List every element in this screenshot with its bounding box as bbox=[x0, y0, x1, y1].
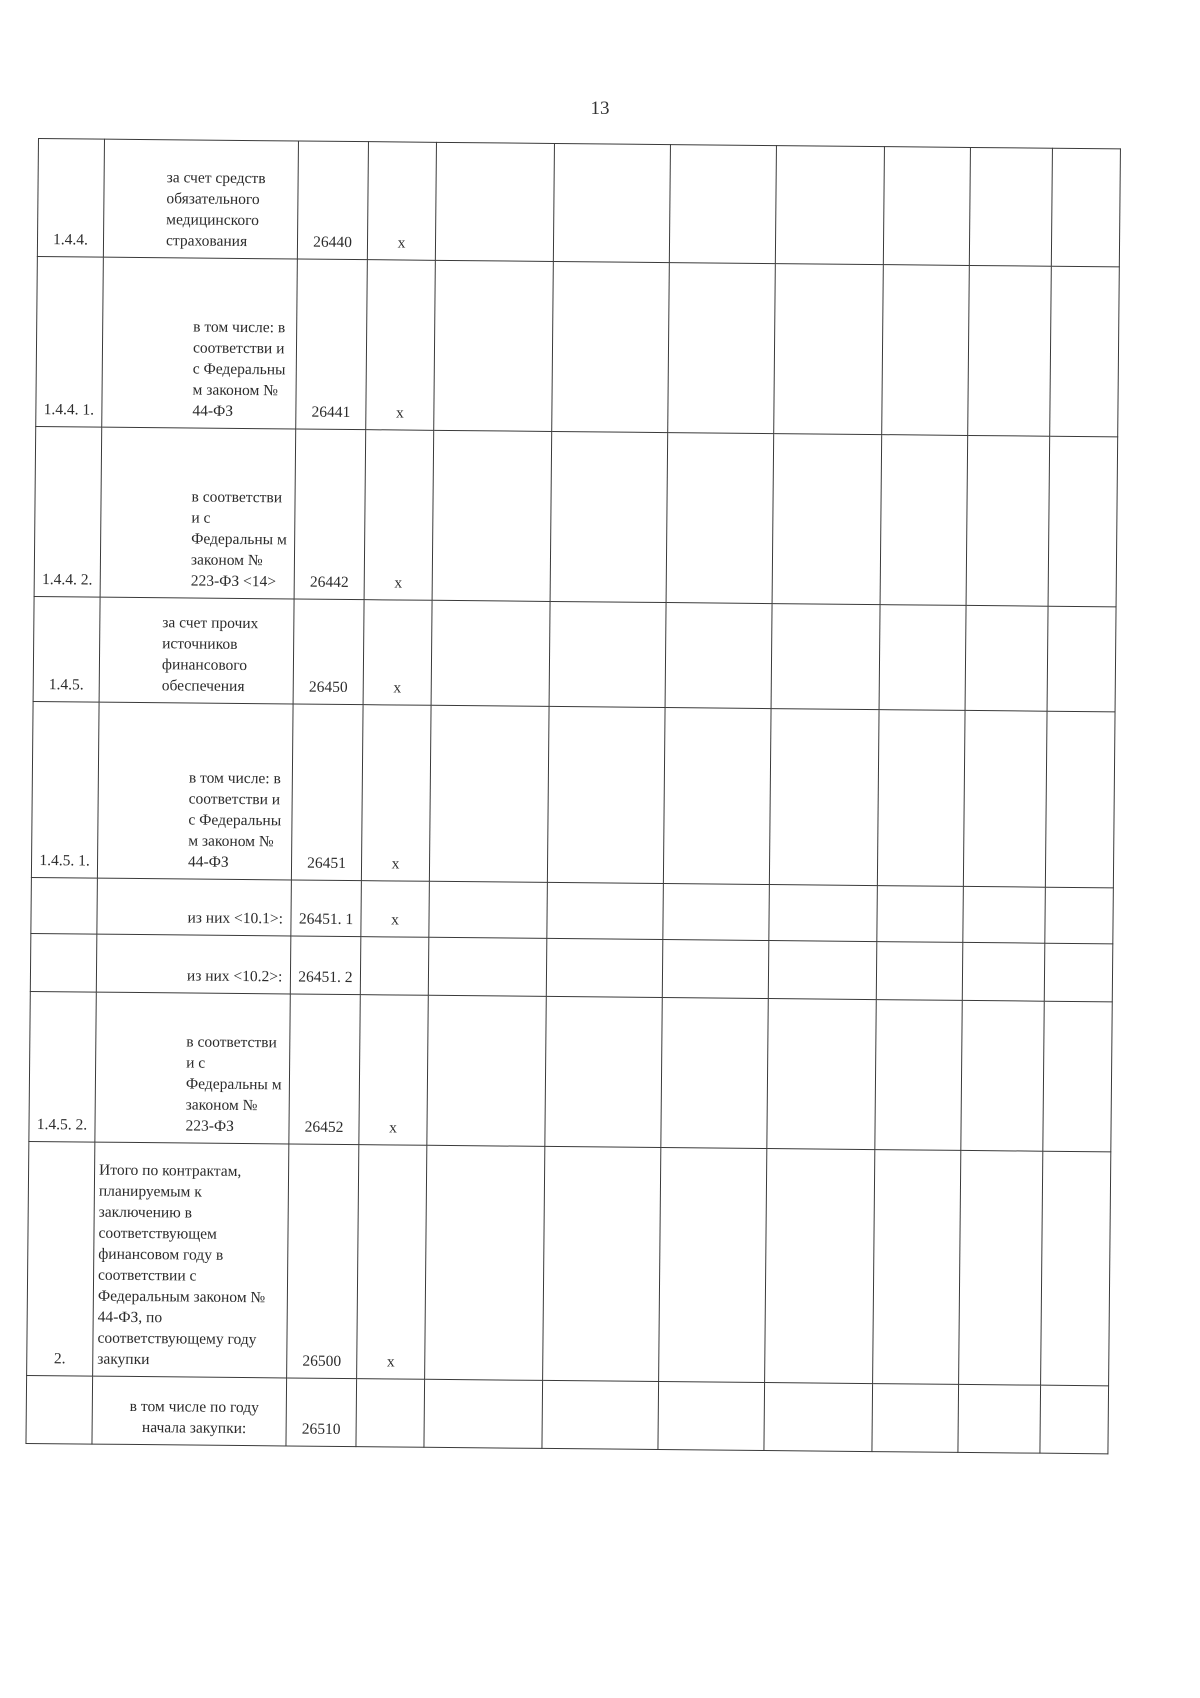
empty-value-cell bbox=[1040, 1385, 1109, 1454]
empty-value-cell bbox=[1048, 436, 1118, 607]
empty-value-cell bbox=[883, 147, 970, 266]
empty-value-cell bbox=[1051, 148, 1120, 267]
row-name-text: в том числе по году начала закупки: bbox=[129, 1397, 259, 1438]
empty-value-cell bbox=[775, 146, 884, 265]
empty-value-cell bbox=[1043, 1001, 1112, 1152]
empty-value-cell bbox=[665, 603, 772, 709]
empty-value-cell bbox=[428, 937, 547, 996]
row-name-text: за счет средств обязательного медицинского страхования bbox=[165, 169, 266, 251]
empty-value-cell bbox=[876, 942, 963, 1001]
empty-value-cell bbox=[764, 1383, 873, 1452]
empty-value-cell bbox=[769, 885, 878, 942]
empty-value-cell bbox=[882, 265, 970, 436]
empty-value-cell bbox=[546, 938, 663, 997]
empty-value-cell bbox=[958, 1384, 1041, 1453]
row-code-cell: 26452 bbox=[289, 994, 360, 1145]
page-number: 13 bbox=[590, 98, 610, 119]
empty-value-cell bbox=[435, 142, 554, 261]
empty-value-cell bbox=[767, 999, 876, 1150]
row-name-cell bbox=[96, 934, 291, 994]
row-code-cell: 26500 bbox=[287, 1144, 359, 1379]
row-name-text: в соответстви и с Федеральны м законом № 223-ФЗ <14> bbox=[190, 488, 287, 591]
empty-value-cell bbox=[429, 705, 549, 882]
row-code-cell: 26441 bbox=[296, 259, 368, 430]
row-mark-cell: x bbox=[366, 260, 436, 431]
row-number-cell: 2. bbox=[27, 1141, 95, 1376]
empty-value-cell bbox=[659, 1148, 767, 1383]
table-row bbox=[33, 596, 1116, 711]
table-row bbox=[37, 139, 1120, 267]
empty-value-cell bbox=[969, 147, 1052, 266]
empty-value-cell bbox=[545, 996, 662, 1147]
row-number-cell: 1.4.5. bbox=[33, 596, 100, 702]
row-name-cell bbox=[92, 1376, 287, 1446]
row-name-text: из них <10.2>: bbox=[186, 967, 283, 986]
row-mark-cell: x bbox=[361, 705, 431, 882]
empty-value-cell bbox=[662, 940, 769, 999]
table-row bbox=[29, 991, 1112, 1151]
row-name-text: Итого по контрактам, планируемым к заключению в соответствующем финансовом году в соответствии с Федеральным законом № 44-ФЗ, по соответствующему году закупки bbox=[97, 1161, 266, 1369]
empty-value-cell bbox=[666, 433, 774, 604]
empty-value-cell bbox=[1045, 711, 1115, 888]
row-number-cell: 1.4.5. 1. bbox=[31, 701, 99, 878]
empty-value-cell bbox=[543, 1146, 661, 1381]
row-number-cell bbox=[31, 877, 98, 934]
empty-value-cell bbox=[873, 1150, 961, 1385]
empty-value-cell bbox=[768, 941, 877, 1000]
empty-value-cell bbox=[552, 261, 670, 432]
table-row bbox=[26, 1375, 1109, 1453]
row-number-cell: 1.4.4. 1. bbox=[36, 256, 104, 427]
row-mark-cell: x bbox=[367, 142, 436, 261]
empty-value-cell bbox=[961, 1000, 1044, 1151]
row-name-text: из них <10.1>: bbox=[187, 909, 284, 928]
empty-value-cell bbox=[658, 1382, 765, 1451]
empty-value-cell bbox=[772, 434, 882, 605]
empty-value-cell bbox=[771, 604, 880, 710]
row-number-cell bbox=[26, 1375, 93, 1444]
table-row bbox=[36, 256, 1120, 436]
empty-value-cell bbox=[877, 886, 964, 943]
empty-value-cell bbox=[434, 260, 554, 431]
row-code-cell: 26510 bbox=[286, 1378, 357, 1447]
empty-value-cell bbox=[774, 264, 884, 435]
row-mark-cell: x bbox=[363, 600, 432, 706]
empty-value-cell bbox=[769, 709, 879, 886]
row-code-cell: 26440 bbox=[297, 141, 368, 260]
empty-value-cell bbox=[963, 886, 1046, 943]
empty-value-cell bbox=[959, 1150, 1043, 1385]
empty-value-cell bbox=[550, 431, 668, 602]
empty-value-cell bbox=[765, 1149, 875, 1384]
row-name-cell bbox=[95, 992, 290, 1144]
table-row bbox=[30, 933, 1113, 1001]
row-code-cell: 26442 bbox=[294, 429, 366, 600]
row-mark-cell bbox=[356, 1379, 425, 1448]
table-row bbox=[34, 426, 1118, 606]
row-name-cell bbox=[97, 702, 293, 880]
empty-value-cell bbox=[549, 601, 666, 707]
empty-value-cell bbox=[963, 710, 1047, 887]
row-name-text: за счет прочих источников финансового обеспечения bbox=[161, 614, 259, 696]
empty-value-cell bbox=[877, 710, 965, 887]
empty-value-cell bbox=[429, 881, 548, 938]
row-mark-cell: x bbox=[359, 995, 428, 1146]
row-code-cell: 26451. 1 bbox=[291, 880, 362, 937]
row-code-cell: 26450 bbox=[293, 599, 364, 705]
empty-value-cell bbox=[962, 942, 1045, 1001]
empty-value-cell bbox=[668, 263, 776, 434]
empty-value-cell bbox=[425, 1145, 545, 1380]
row-name-cell bbox=[103, 139, 298, 259]
empty-value-cell bbox=[669, 145, 776, 264]
empty-value-cell bbox=[542, 1380, 659, 1449]
row-name-cell bbox=[102, 257, 298, 429]
empty-value-cell bbox=[1041, 1151, 1111, 1386]
table-row bbox=[31, 701, 1115, 887]
empty-value-cell bbox=[432, 430, 552, 601]
empty-value-cell bbox=[663, 708, 771, 885]
row-number-cell: 1.4.4. bbox=[37, 139, 104, 258]
table-body bbox=[26, 139, 1120, 1454]
empty-value-cell bbox=[966, 435, 1050, 606]
empty-value-cell bbox=[1045, 887, 1114, 944]
row-code-cell: 26451. 2 bbox=[290, 936, 361, 995]
row-number-cell bbox=[30, 933, 97, 992]
row-name-cell bbox=[100, 427, 296, 599]
empty-value-cell bbox=[431, 600, 550, 706]
row-mark-cell: x bbox=[357, 1145, 427, 1380]
empty-value-cell bbox=[880, 435, 968, 606]
row-name-cell bbox=[93, 1142, 289, 1378]
empty-value-cell bbox=[965, 605, 1048, 711]
empty-value-cell bbox=[1050, 266, 1120, 437]
row-mark-cell: x bbox=[364, 430, 434, 601]
empty-value-cell bbox=[1044, 943, 1113, 1002]
row-name-cell bbox=[97, 878, 292, 936]
row-name-text: в том числе: в соответстви и с Федеральны м законом № 44-ФЗ bbox=[187, 769, 282, 871]
empty-value-cell bbox=[872, 1384, 959, 1453]
row-name-text: в соответстви и с Федеральны м законом № 223-ФЗ bbox=[185, 1033, 282, 1135]
empty-value-cell bbox=[661, 998, 768, 1149]
row-number-cell: 1.4.4. 2. bbox=[34, 426, 102, 597]
row-name-text: в том числе: в соответстви и с Федеральны м законом № 44-ФЗ bbox=[192, 318, 286, 420]
purchase-plan-table bbox=[25, 138, 1120, 1454]
row-code-cell: 26451 bbox=[291, 704, 363, 881]
empty-value-cell bbox=[547, 706, 665, 883]
table-row bbox=[27, 1141, 1111, 1385]
row-mark-cell bbox=[360, 937, 429, 996]
empty-value-cell bbox=[875, 1000, 962, 1151]
empty-value-cell bbox=[968, 265, 1052, 436]
empty-value-cell bbox=[547, 882, 664, 939]
empty-value-cell bbox=[427, 995, 546, 1146]
table-row bbox=[31, 877, 1113, 943]
empty-value-cell bbox=[424, 1379, 543, 1448]
empty-value-cell bbox=[879, 605, 966, 711]
row-number-cell: 1.4.5. 2. bbox=[29, 991, 96, 1142]
empty-value-cell bbox=[663, 884, 770, 941]
row-name-cell bbox=[99, 597, 294, 704]
empty-value-cell bbox=[1047, 606, 1116, 712]
row-mark-cell: x bbox=[361, 881, 430, 938]
empty-value-cell bbox=[553, 143, 670, 262]
